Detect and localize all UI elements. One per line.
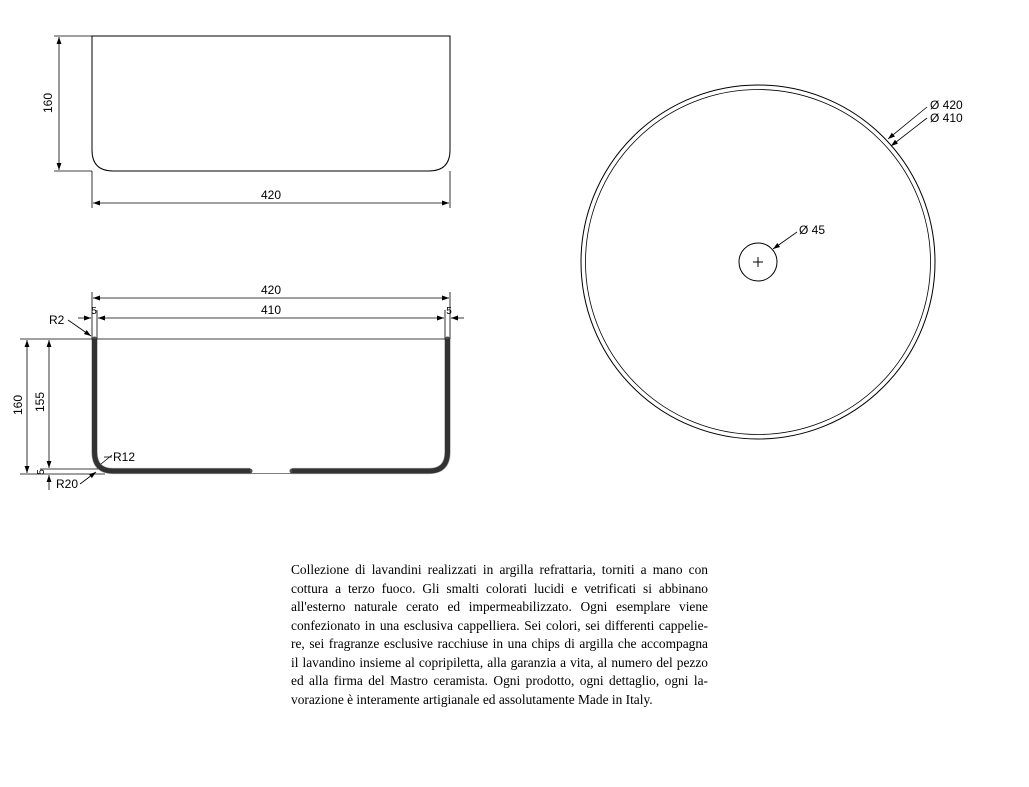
cross-section-view (11, 283, 464, 491)
description-line: all'esterno naturale cerato ed impermeabilizzato. Ogni esemplare viene (291, 599, 708, 614)
description-line: il lavandino insieme al copripiletta, alla garanzia a vita, al numero del pezzo (291, 654, 708, 670)
dim-top-height: 160 (41, 92, 55, 114)
dim-wall-left: 5 (91, 306, 97, 317)
description-line: vorazione è interamente artigianale ed assolutamente Made in Italy. (291, 691, 653, 707)
label-r2: R2 (49, 313, 65, 327)
leader-drain (773, 232, 797, 249)
section-wall-right-outline (292, 339, 448, 471)
label-r12: R12 (113, 450, 136, 464)
dim-section-inner-height: 155 (33, 391, 47, 413)
plan-view (581, 85, 963, 439)
dim-top-width: 420 (260, 188, 282, 202)
dim-section-height: 160 (11, 394, 25, 416)
dim-section-inner-width: 410 (260, 303, 282, 317)
description-line: cottura a terzo fuoco. Gli smalti colorati lucidi e vetrificati si abbinano (291, 580, 708, 596)
elevation-outline (92, 36, 450, 171)
description-line: confezionato in una esclusiva cappelliera. Sei colori, sei differenti cappelie- (291, 617, 708, 633)
description-line: ed alla firma del Mastro ceramista. Ogni prodotto, ogni dettaglio, ogni la- (291, 673, 708, 688)
label-drain-diameter: Ø 45 (799, 223, 826, 237)
leader-r12 (101, 455, 112, 464)
label-inner-diameter: Ø 410 (930, 111, 963, 125)
leader-r2 (68, 320, 91, 336)
dim-wall-right: 5 (446, 306, 452, 317)
dim-bottom: 5 (36, 469, 47, 475)
section-wall-right (292, 339, 448, 471)
label-r20: R20 (56, 477, 79, 491)
description-line: re, sei fragranze esclusive racchiuse in una chips di argilla che accompagna (291, 636, 708, 651)
description-line: Collezione di lavandini realizzati in argilla refrattaria, torniti a mano con (291, 562, 708, 577)
product-description (291, 561, 708, 709)
label-outer-diameter: Ø 420 (930, 98, 963, 112)
dim-section-outer-width: 420 (260, 283, 282, 297)
side-elevation-view (41, 36, 450, 208)
